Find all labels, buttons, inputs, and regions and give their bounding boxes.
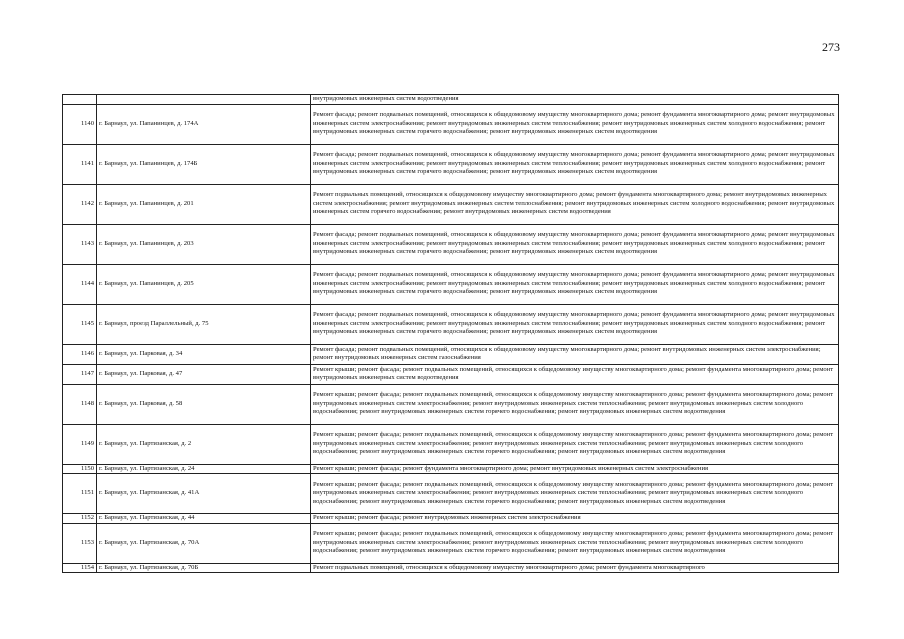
row-number: 1150 xyxy=(63,464,97,474)
row-address: г. Барнаул, ул. Папанинцев, д. 205 xyxy=(97,264,311,304)
row-works: Ремонт крыши; ремонт фасада; ремонт подвальных помещений, относящихся к общедомовому имуществу многоквартирного дома; ремонт фундамента многоквартирного дома; ремонт внутридомовых инженерных систем электроснабжения; ремонт внутридомовых инженерных систем теплоснабжения; ремонт внутридомовых инженерных систем холодного водоснабжения; ремонт внутридомовых инженерных систем горячего водоснабжения; ремонт внутридомовых инженерных систем водоотведения xyxy=(311,384,839,424)
repair-registry-table xyxy=(62,94,839,573)
row-works: Ремонт фасада; ремонт подвальных помещений, относящихся к общедомовому имуществу многоквартирного дома; ремонт фундамента многоквартирного дома; ремонт внутридомовых инженерных систем электроснабжения; ремонт внутридомовых инженерных систем теплоснабжения; ремонт внутридомовых инженерных систем холодного водоснабжения; ремонт внутридомовых инженерных систем горячего водоснабжения; ремонт внутридомовых инженерных систем водоотведения xyxy=(311,104,839,144)
row-address: г. Барнаул, ул. Парковая, д. 58 xyxy=(97,384,311,424)
table-row xyxy=(63,304,839,344)
row-number: 1144 xyxy=(63,264,97,304)
table-row xyxy=(63,384,839,424)
row-number: 1147 xyxy=(63,364,97,384)
row-works: Ремонт фасада; ремонт подвальных помещений, относящихся к общедомовому имуществу многоквартирного дома; ремонт фундамента многоквартирного дома; ремонт внутридомовых инженерных систем электроснабжения; ремонт внутридомовых инженерных систем теплоснабжения; ремонт внутридомовых инженерных систем холодного водоснабжения; ремонт внутридомовых инженерных систем горячего водоснабжения; ремонт внутридомовых инженерных систем водоотведения xyxy=(311,224,839,264)
table-row xyxy=(63,514,839,524)
row-works: Ремонт крыши; ремонт фасада; ремонт внутридомовых инженерных систем электроснабжения xyxy=(311,514,839,524)
table-row xyxy=(63,364,839,384)
continuation-row xyxy=(63,95,839,105)
page-number: 273 xyxy=(822,40,840,54)
row-address: г. Барнаул, ул. Партизанская, д. 70Б xyxy=(97,563,311,573)
table-row xyxy=(63,104,839,144)
table-row xyxy=(63,563,839,573)
row-address: г. Барнаул, ул. Папанинцев, д. 174Б xyxy=(97,144,311,184)
table-row xyxy=(63,184,839,224)
row-works: Ремонт подвальных помещений, относящихся к общедомовому имуществу многоквартирного дома; ремонт фундамента многоквартирного дома; ремонт внутридомовых инженерных систем электроснабжения; ремонт внутридомовых инженерных систем теплоснабжения; ремонт внутридомовых инженерных систем холодного водоснабжения; ремонт внутридомовых инженерных систем горячего водоснабжения; ремонт внутридомовых инженерных систем водоотведения xyxy=(311,184,839,224)
table-row xyxy=(63,474,839,514)
row-address: г. Барнаул, ул. Партизанская, д. 41А xyxy=(97,474,311,514)
row-works: Ремонт крыши; ремонт фасада; ремонт фундамента многоквартирного дома; ремонт внутридомовых инженерных систем электроснабжения xyxy=(311,464,839,474)
row-number: 1151 xyxy=(63,474,97,514)
row-address: г. Барнаул, проезд Параллельный, д. 75 xyxy=(97,304,311,344)
row-works: Ремонт фасада; ремонт подвальных помещений, относящихся к общедомовому имуществу многоквартирного дома; ремонт фундамента многоквартирного дома; ремонт внутридомовых инженерных систем электроснабжения; ремонт внутридомовых инженерных систем теплоснабжения; ремонт внутридомовых инженерных систем холодного водоснабжения; ремонт внутридомовых инженерных систем горячего водоснабжения; ремонт внутридомовых инженерных систем водоотведения xyxy=(311,144,839,184)
row-works: Ремонт фасада; ремонт подвальных помещений, относящихся к общедомовому имуществу многоквартирного дома; ремонт внутридомовых инженерных систем электроснабжения; ремонт внутридомовых инженерных систем газоснабжения xyxy=(311,344,839,364)
row-number: 1145 xyxy=(63,304,97,344)
row-works: Ремонт фасада; ремонт подвальных помещений, относящихся к общедомовому имуществу многоквартирного дома; ремонт фундамента многоквартирного дома; ремонт внутридомовых инженерных систем электроснабжения; ремонт внутридомовых инженерных систем теплоснабжения; ремонт внутридомовых инженерных систем холодного водоснабжения; ремонт внутридомовых инженерных систем горячего водоснабжения; ремонт внутридомовых инженерных систем водоотведения xyxy=(311,304,839,344)
table-row xyxy=(63,144,839,184)
row-address: г. Барнаул, ул. Партизанская, д. 2 xyxy=(97,424,311,464)
row-works: Ремонт крыши; ремонт фасада; ремонт подвальных помещений, относящихся к общедомовому имуществу многоквартирного дома; ремонт фундамента многоквартирного дома; ремонт внутридомовых инженерных систем электроснабжения; ремонт внутридомовых инженерных систем теплоснабжения; ремонт внутридомовых инженерных систем холодного водоснабжения; ремонт внутридомовых инженерных систем горячего водоснабжения; ремонт внутридомовых инженерных систем водоотведения xyxy=(311,424,839,464)
row-number: 1142 xyxy=(63,184,97,224)
row-works: Ремонт крыши; ремонт фасада; ремонт подвальных помещений, относящихся к общедомовому имуществу многоквартирного дома; ремонт фундамента многоквартирного дома; ремонт внутридомовых инженерных систем водоотведения xyxy=(311,364,839,384)
row-address: г. Барнаул, ул. Партизанская, д. 70А xyxy=(97,523,311,563)
row-works: внутридомовых инженерных систем водоотведения xyxy=(311,95,839,105)
row-works: Ремонт фасада; ремонт подвальных помещений, относящихся к общедомовому имуществу многоквартирного дома; ремонт фундамента многоквартирного дома; ремонт внутридомовых инженерных систем электроснабжения; ремонт внутридомовых инженерных систем теплоснабжения; ремонт внутридомовых инженерных систем холодного водоснабжения; ремонт внутридомовых инженерных систем горячего водоснабжения; ремонт внутридомовых инженерных систем водоотведения xyxy=(311,264,839,304)
row-address: г. Барнаул, ул. Партизанская, д. 24 xyxy=(97,464,311,474)
table-row xyxy=(63,344,839,364)
row-number xyxy=(63,95,97,105)
table-row xyxy=(63,264,839,304)
row-address: г. Барнаул, ул. Парковая, д. 47 xyxy=(97,364,311,384)
row-works: Ремонт крыши; ремонт фасада; ремонт подвальных помещений, относящихся к общедомовому имуществу многоквартирного дома; ремонт фундамента многоквартирного дома; ремонт внутридомовых инженерных систем электроснабжения; ремонт внутридомовых инженерных систем теплоснабжения; ремонт внутридомовых инженерных систем холодного водоснабжения; ремонт внутридомовых инженерных систем горячего водоснабжения; ремонт внутридомовых инженерных систем водоотведения xyxy=(311,523,839,563)
row-works: Ремонт крыши; ремонт фасада; ремонт подвальных помещений, относящихся к общедомовому имуществу многоквартирного дома; ремонт фундамента многоквартирного дома; ремонт внутридомовых инженерных систем электроснабжения; ремонт внутридомовых инженерных систем теплоснабжения; ремонт внутридомовых инженерных систем холодного водоснабжения; ремонт внутридомовых инженерных систем горячего водоснабжения; ремонт внутридомовых инженерных систем водоотведения xyxy=(311,474,839,514)
row-number: 1141 xyxy=(63,144,97,184)
row-number: 1140 xyxy=(63,104,97,144)
table-row xyxy=(63,464,839,474)
row-works: Ремонт подвальных помещений, относящихся к общедомовому имуществу многоквартирного дома; ремонт фундамента многоквартирного xyxy=(311,563,839,573)
row-address xyxy=(97,95,311,105)
row-number: 1146 xyxy=(63,344,97,364)
row-address: г. Барнаул, ул. Парковая, д. 34 xyxy=(97,344,311,364)
table-row xyxy=(63,224,839,264)
row-number: 1152 xyxy=(63,514,97,524)
row-number: 1149 xyxy=(63,424,97,464)
table-row xyxy=(63,523,839,563)
row-number: 1153 xyxy=(63,523,97,563)
row-address: г. Барнаул, ул. Папанинцев, д. 203 xyxy=(97,224,311,264)
row-address: г. Барнаул, ул. Папанинцев, д. 174А xyxy=(97,104,311,144)
row-address: г. Барнаул, ул. Папанинцев, д. 201 xyxy=(97,184,311,224)
row-number: 1148 xyxy=(63,384,97,424)
table-row xyxy=(63,424,839,464)
row-number: 1154 xyxy=(63,563,97,573)
row-number: 1143 xyxy=(63,224,97,264)
row-address: г. Барнаул, ул. Партизанская, д. 44 xyxy=(97,514,311,524)
